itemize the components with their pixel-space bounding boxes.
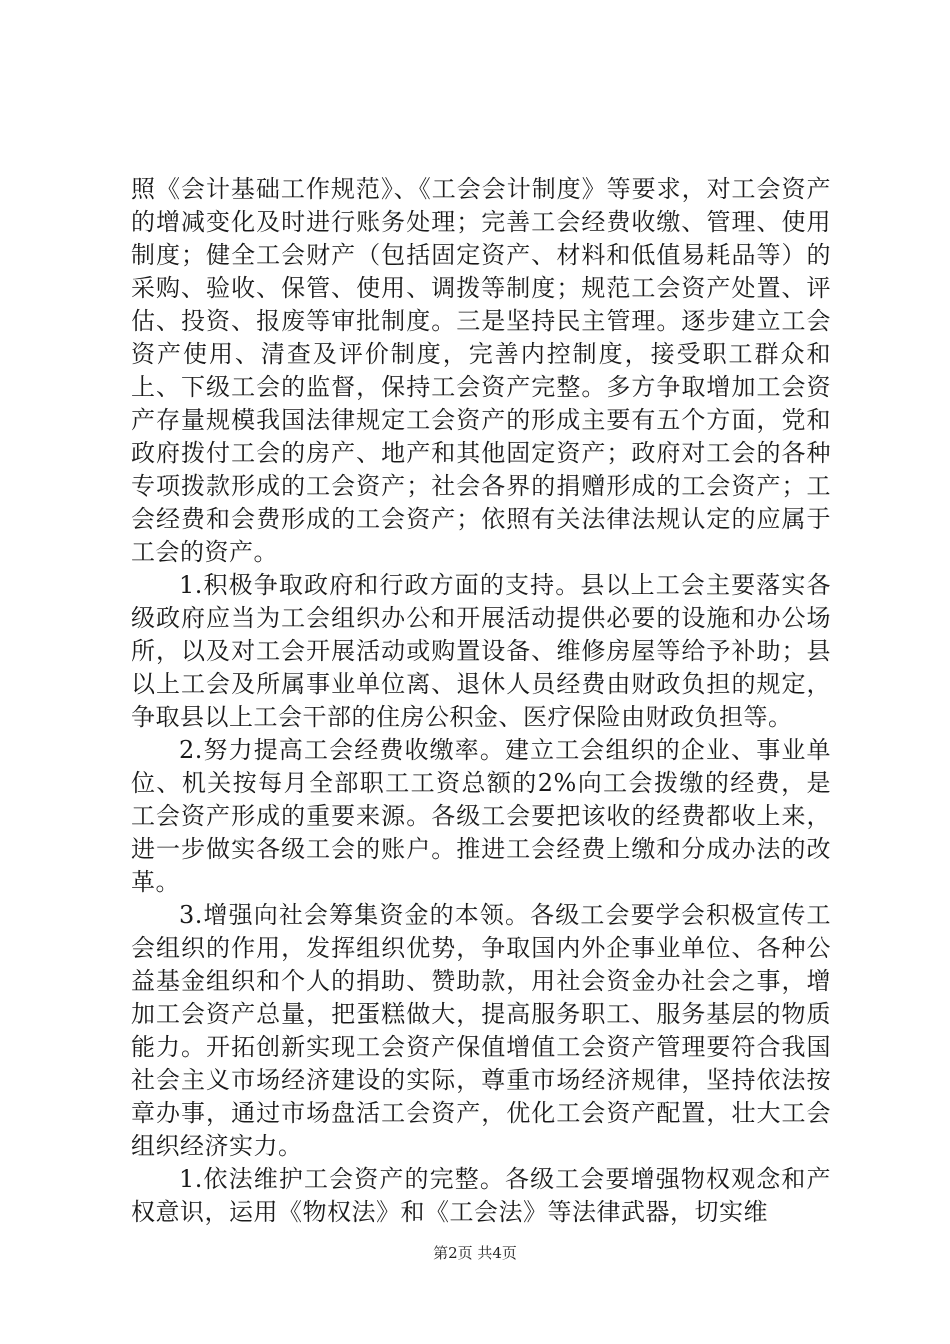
paragraph-2: 1.积极争取政府和行政方面的支持。县以上工会主要落实各级政府应当为工会组织办公和开展活动提供必要的设施和办公场所，以及对工会开展活动或购置设备、维修房屋等给予补助；县以上工会及所属事业单位离、退休人员经费由财政负担的规定，争取县以上工会干部的住房公积金、医疗保险由财政负担等。: [131, 571, 831, 731]
page-footer: 第2页 共4页: [433, 1244, 517, 1262]
paragraph-1: 照《会计基础工作规范》、《工会会计制度》等要求，对工会资产的增减变化及时进行账务处理；完善工会经费收缴、管理、使用制度；健全工会财产（包括固定资产、材料和低值易耗品等）的采购、验收、保管、使用、调拨等制度；规范工会资产处置、评估、投资、报废等审批制度。三是坚持民主管理。逐步建立工会资产使用、清查及评价制度，完善内控制度，接受职工群众和上、下级工会的监督，保持工会资产完整。多方争取增加工会资产存量规模我国法律规定工会资产的形成主要有五个方面，党和政府拨付工会的房产、地产和其他固定资产；政府对工会的各种专项拨款形成的工会资产；社会各界的捐赠形成的工会资产；工会经费和会费形成的工会资产；依照有关法律法规认定的应属于工会的资产。: [131, 175, 831, 566]
paragraph-5: 1.依法维护工会资产的完整。各级工会要增强物权观念和产权意识，运用《物权法》和《工会法》等法律武器，切实维: [131, 1165, 831, 1226]
document-body: [131, 173, 831, 1229]
paragraph-3: 2.努力提高工会经费收缴率。建立工会组织的企业、事业单位、机关按每月全部职工工资总额的2%向工会拨缴的经费，是工会资产形成的重要来源。各级工会要把该收的经费都收上来，进一步做实各级工会的账户。推进工会经费上缴和分成办法的改革。: [131, 736, 831, 896]
paragraph-4: 3.增强向社会筹集资金的本领。各级工会要学会积极宣传工会组织的作用，发挥组织优势，争取国内外企事业单位、各种公益基金组织和个人的捐助、赞助款，用社会资金办社会之事，增加工会资产总量，把蛋糕做大，提高服务职工、服务基层的物质能力。开拓创新实现工会资产保值增值工会资产管理要符合我国社会主义市场经济建设的实际，尊重市场经济规律，坚持依法按章办事，通过市场盘活工会资产，优化工会资产配置，壮大工会组织经济实力。: [131, 901, 831, 1160]
